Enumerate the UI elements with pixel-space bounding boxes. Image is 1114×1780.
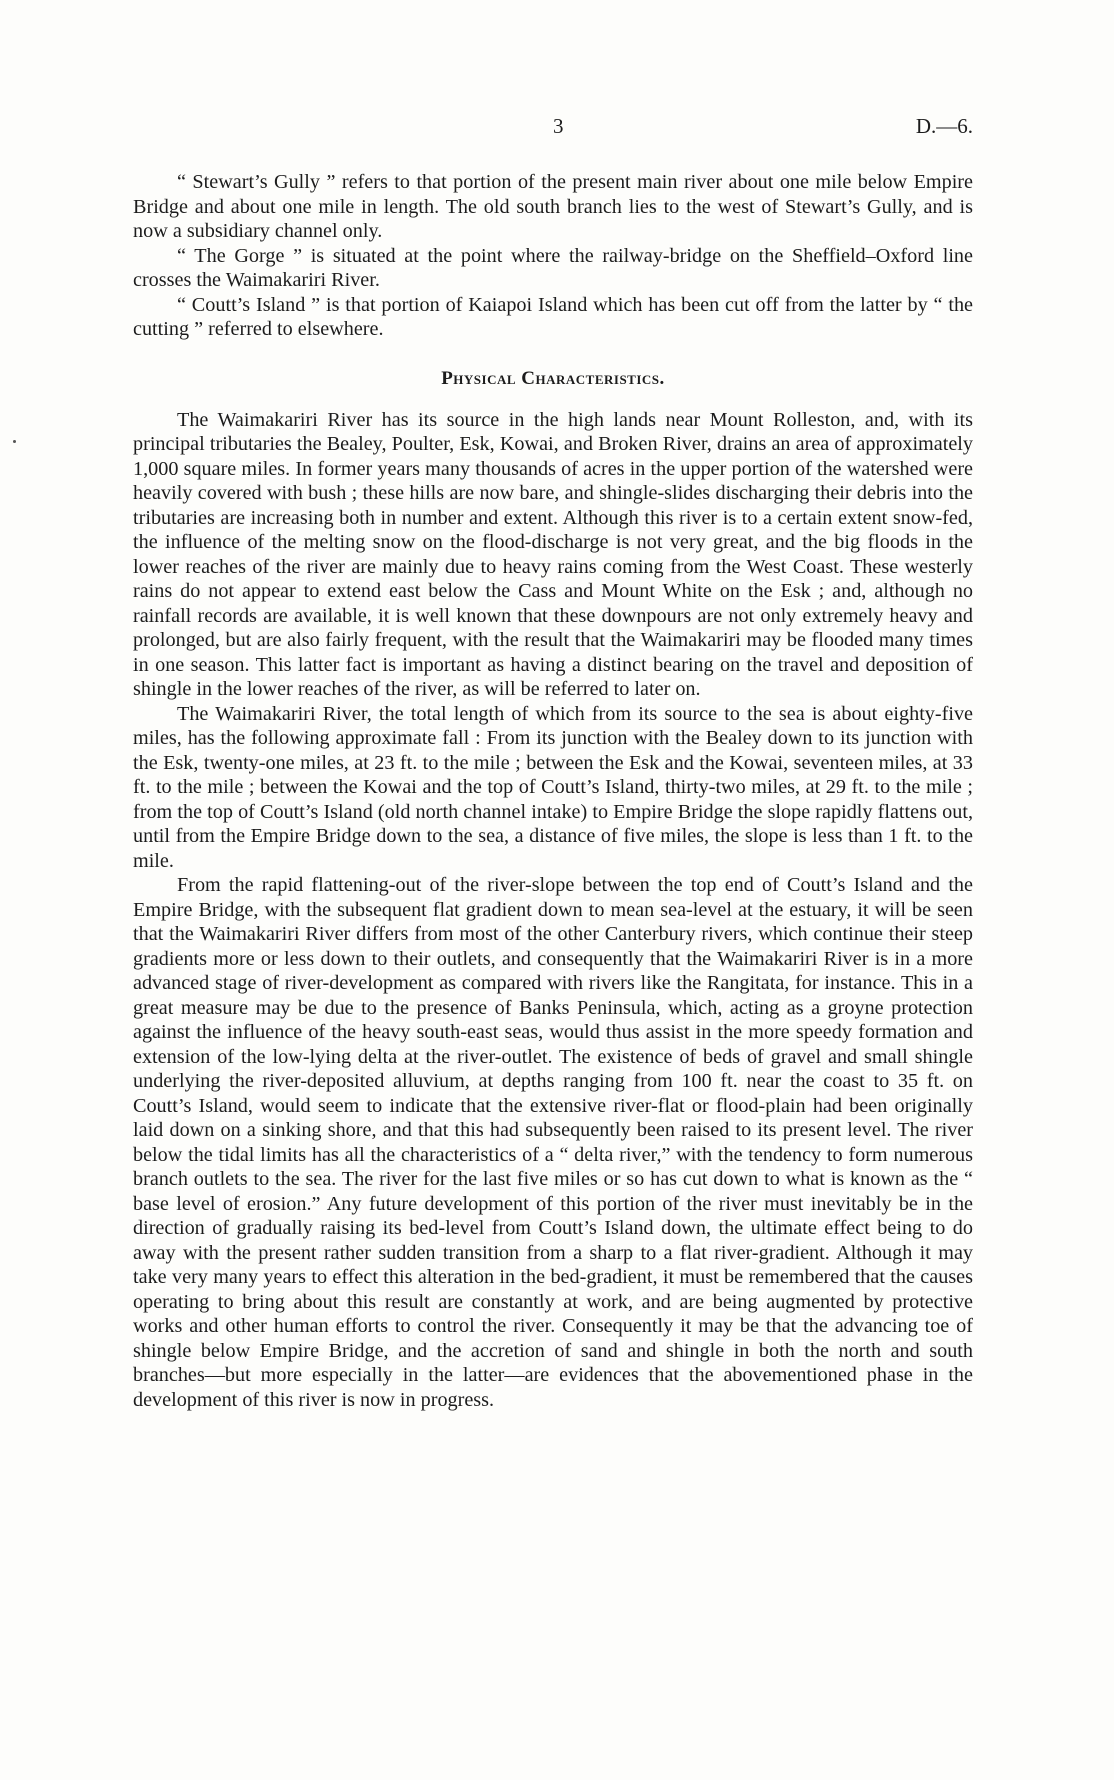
page-header <box>133 114 973 142</box>
definition-stewarts-gully: “ Stewart’s Gully ” refers to that portion of the present main river about one mile below Empire Bridge and about one mile in length. The old south branch lies to the west of Stewart’s Gully, and is now a subsidiary channel only. <box>133 171 973 242</box>
document-reference: D.—6. <box>915 114 973 138</box>
paragraph-river-fall: The Waimakariri River, the total length of which from its source to the sea is about eighty-five miles, has the following approximate fall : From its junction with the Bealey down to its junction with the Esk, twenty-one miles, at 23 ft. to the mile ; between the Esk and the Kowai, seventeen miles, at 33 ft. to the mile ; between the Kowai and the top of Coutt’s Island, thirty-two miles, at 29 ft. to the mile ; from the top of Coutt’s Island (old north channel intake) to Empire Bridge the slope rapidly flattens out, until from the Empire Bridge down to the sea, a distance of five miles, the slope is less than 1 ft. to the mile. <box>133 702 973 872</box>
definition-the-gorge: “ The Gorge ” is situated at the point where the railway-bridge on the Sheffield–Oxford line crosses the Waimakariri River. <box>133 244 973 291</box>
paragraph-river-development: From the rapid flattening-out of the river-slope between the top end of Coutt’s Island and the Empire Bridge, with the subsequent flat gradient down to mean sea-level at the estuary, it will be seen that the Waimakariri River differs from most of the other Canterbury rivers, which continue their steep gradients more or less down to their outlets, and consequently that the Waimakariri River is in a more advanced stage of river-development as compared with rivers like the Rangitata, for instance. This in a great measure may be due to the presence of Banks Peninsula, which, acting as a groyne protection against the influence of the heavy south-east seas, would thus assist in the more speedy formation and extension of the low-lying delta at the river-outlet. The existence of beds of gravel and small shingle underlying the river-deposited alluvium, at depths ranging from 100 ft. near the coast to 35 ft. on Coutt’s Island, would seem to indicate that the extensive river-flat or flood-plain had been originally laid down on a sinking shore, and that this had subsequently been raised to its present level. The river below the tidal limits has all the characteristics of a “ delta river,” with the tendency to form numerous branch outlets to the sea. The river for the last five miles or so has cut down to what is known as the “ base level of erosion.” Any future development of this portion of the river must inevitably be in the direction of gradually raising its bed-level from Coutt’s Island down, the ultimate effect being to do away with the present rather sudden transition from a sharp to a flat river-gradient. Although it may take very many years to effect this alteration in the bed-gradient, it must be remembered that the causes operating to bring about this result are constantly at work, and are being augmented by protective works and other human efforts to control the river. Consequently it may be that the advancing toe of shingle below Empire Bridge, and the accretion of sand and shingle in both the north and south branches—but more especially in the latter—are evidences that the abovementioned phase in the development of this river is now in progress. <box>133 874 973 1411</box>
definition-coutts-island: “ Coutt’s Island ” is that portion of Kaiapoi Island which has been cut off from the latter by “ the cutting ” referred to elsewhere. <box>133 293 973 340</box>
body-text <box>133 170 973 1412</box>
paragraph-source-and-floods: The Waimakariri River has its source in the high lands near Mount Rolleston, and, with its principal tributaries the Bealey, Poulter, Esk, Kowai, and Broken River, drains an area of approximately 1,000 square miles. In former years many thousands of acres in the upper portion of the watershed were heavily covered with bush ; these hills are now bare, and shingle-slides discharging their debris into the tributaries are increasing both in number and extent. Although this river is to a certain extent snow-fed, the influence of the melting snow on the flood-discharge is not very great, and the big floods in the lower reaches of the river are mainly due to heavy rains coming from the West Coast. These westerly rains do not appear to extend east below the Cass and Mount White on the Esk ; and, although no rainfall records are available, it is well known that these downpours are not only extremely heavy and prolonged, but are also fairly frequent, with the result that the Waimakariri may be flooded many times in one season. This latter fact is important as having a distinct bearing on the travel and deposition of shingle in the lower reaches of the river, as will be referred to later on. <box>133 408 973 700</box>
page-number: 3 <box>553 114 564 138</box>
section-heading: Physical Characteristics. <box>441 367 665 389</box>
margin-speck <box>13 440 16 443</box>
